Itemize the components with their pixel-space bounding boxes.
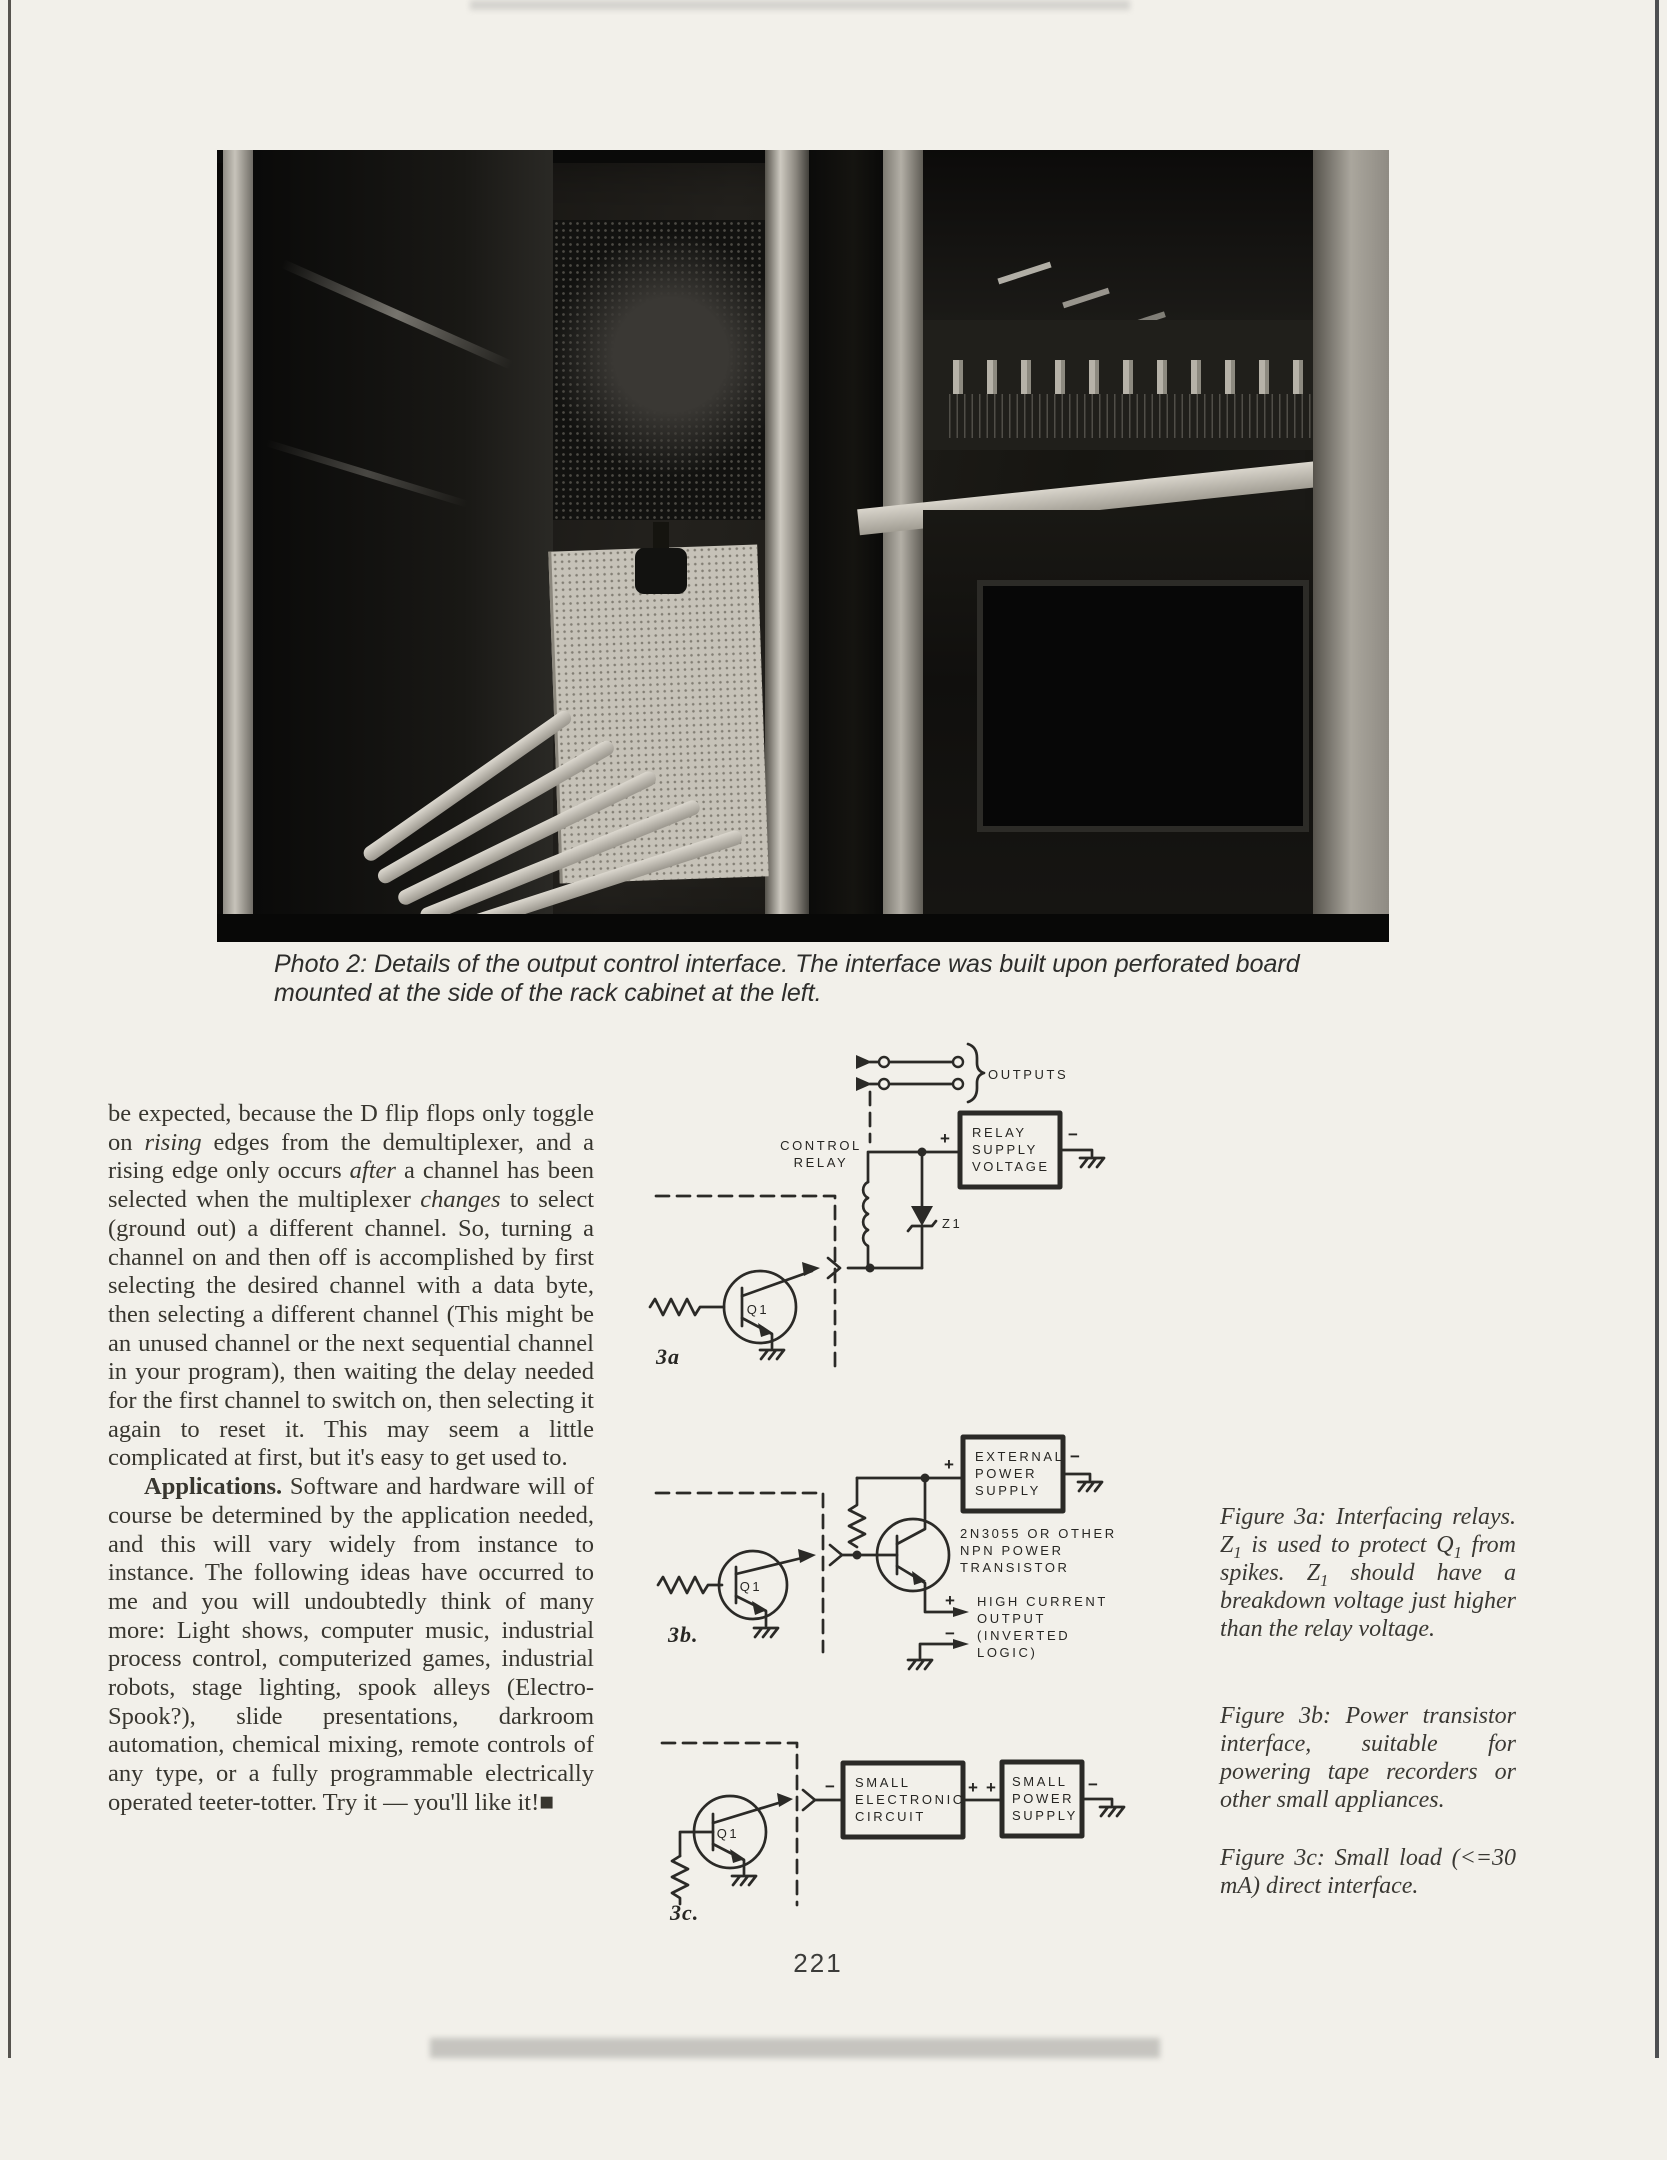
photo-caption: Photo 2: Details of the output control interface. The interface was built upon perforated board mounted at the side of the rack cabinet at the left. (274, 950, 1300, 1007)
small-supply-box-line2: POWER (1012, 1791, 1075, 1806)
figure-3a-diagram (620, 1030, 1180, 1370)
circuit-box-line2: ELECTRONIC (855, 1792, 965, 1807)
photo-speaker-grille (553, 220, 767, 520)
figure-caption-3a: Figure 3a: Interfacing relays. $Z_1$ is used to protect $Q_1$ from spikes. $Z_1$ should have a breakdown voltage just higher than the relay voltage. (1220, 1504, 1517, 1642)
photo-center-gap (809, 150, 883, 942)
left-page-rule (8, 0, 11, 2058)
control-relay-label-line1: CONTROL (780, 1138, 862, 1153)
plus-sign: + (944, 1455, 954, 1474)
output-note-line1: HIGH CURRENT (977, 1594, 1108, 1609)
minus-sign: − (1088, 1775, 1098, 1794)
photo-left-bright-rail (223, 150, 253, 942)
photo-center-rail (765, 150, 809, 942)
article-paragraph-2: Applications. Software and hardware will of course be determined by the application needed, and this will vary widely from instance to instance. The following ideas have occurred to me and you will undoubtedly think of many more: Light shows, computer music, industrial process control, computerized games, industrial robots, stage lighting, spook alleys (Electro-Spook?), slide presentations, darkroom automation, chemical mixing, remote controls of any type, or a fully programmable electrically operated teeter-totter. Try it — you'll like it!■ (108, 1473, 594, 1816)
plus-sign: + (945, 1591, 955, 1610)
circuit-box-line1: SMALL (855, 1775, 911, 1790)
small-supply-box-line1: SMALL (1012, 1774, 1068, 1789)
small-supply-box-line3: SUPPLY (1012, 1808, 1078, 1823)
minus-sign: − (825, 1777, 835, 1796)
right-page-rule (1655, 0, 1659, 2058)
photo-transistor-row (943, 360, 1373, 394)
control-relay-label-line2: RELAY (793, 1155, 849, 1170)
photo-bottom-shadow (217, 914, 1389, 942)
article-paragraph-1: be expected, because the D flip flops only toggle on rising edges from the demultiplexer, and a rising edge only occurs after a channel has been selected when the multiplexer changes to select (ground out) a different channel. So, turning a channel on and then off is accomplished by first selecting the desired channel with a data byte, then selecting a different channel (This might be an unused channel or the next sequential channel in your program), then waiting the delay needed for the first channel to switch on, then selecting it again to reset it. This may seem a little complicated at first, but it's easy to get used to. (108, 1100, 595, 1472)
plus-sign: + (940, 1129, 950, 1148)
figure-caption-3c: Figure 3c: Small load (<=30 mA) direct interface. (1220, 1845, 1516, 1899)
power-transistor-note-line2: NPN POWER (960, 1543, 1064, 1558)
external-supply-box-line2: POWER (975, 1466, 1038, 1481)
external-supply-box-line3: SUPPLY (975, 1483, 1041, 1498)
scan-smudge-top (470, 0, 1130, 10)
scan-smudge-bottom (430, 2038, 1160, 2058)
power-transistor-note-line1: 2N3055 OR OTHER (960, 1526, 1117, 1541)
output-note-line3: (INVERTED (977, 1628, 1071, 1643)
photo-right-bright-edge (1313, 150, 1389, 942)
plus-sign: + (986, 1778, 996, 1797)
outputs-label: OUTPUTS (988, 1067, 1069, 1082)
q1-label: Q1 (746, 1302, 770, 1317)
circuit-box-line3: CIRCUIT (855, 1809, 926, 1824)
minus-sign: − (1070, 1447, 1080, 1466)
output-note-line4: LOGIC) (977, 1645, 1038, 1660)
relay-supply-box-line2: SUPPLY (972, 1142, 1038, 1157)
figure-3c-diagram (620, 1680, 1180, 1970)
article-column (108, 1100, 594, 1818)
zener-label: Z1 (942, 1216, 963, 1231)
page-number: 221 (793, 1948, 843, 1978)
photo-black-component (635, 548, 687, 594)
photo-right-rail (883, 150, 923, 942)
minus-sign: − (945, 1624, 955, 1643)
q1-label: Q1 (716, 1826, 740, 1841)
relay-supply-box-line3: VOLTAGE (972, 1159, 1050, 1174)
figure-3c-label: 3c. (670, 1900, 700, 1925)
external-supply-box-line1: EXTERNAL (975, 1449, 1065, 1464)
q1-label: Q1 (739, 1579, 763, 1594)
figure-3b-label: 3b. (668, 1622, 699, 1647)
figure-3a-label: 3a (656, 1344, 680, 1369)
plus-sign: + (968, 1778, 978, 1797)
figure-3b-diagram (620, 1390, 1180, 1680)
photo-component-leads (943, 394, 1373, 438)
minus-sign: − (1068, 1125, 1078, 1144)
output-note-line2: OUTPUT (977, 1611, 1047, 1626)
photo-output-control-interface (217, 150, 1389, 942)
photo-open-bay (977, 580, 1309, 832)
figure-caption-3b: Figure 3b: Power transistor interface, suitable for powering tape recorders or other small appliances. (1220, 1703, 1516, 1813)
power-transistor-note-line3: TRANSISTOR (960, 1560, 1070, 1575)
relay-supply-box-line1: RELAY (972, 1125, 1027, 1140)
